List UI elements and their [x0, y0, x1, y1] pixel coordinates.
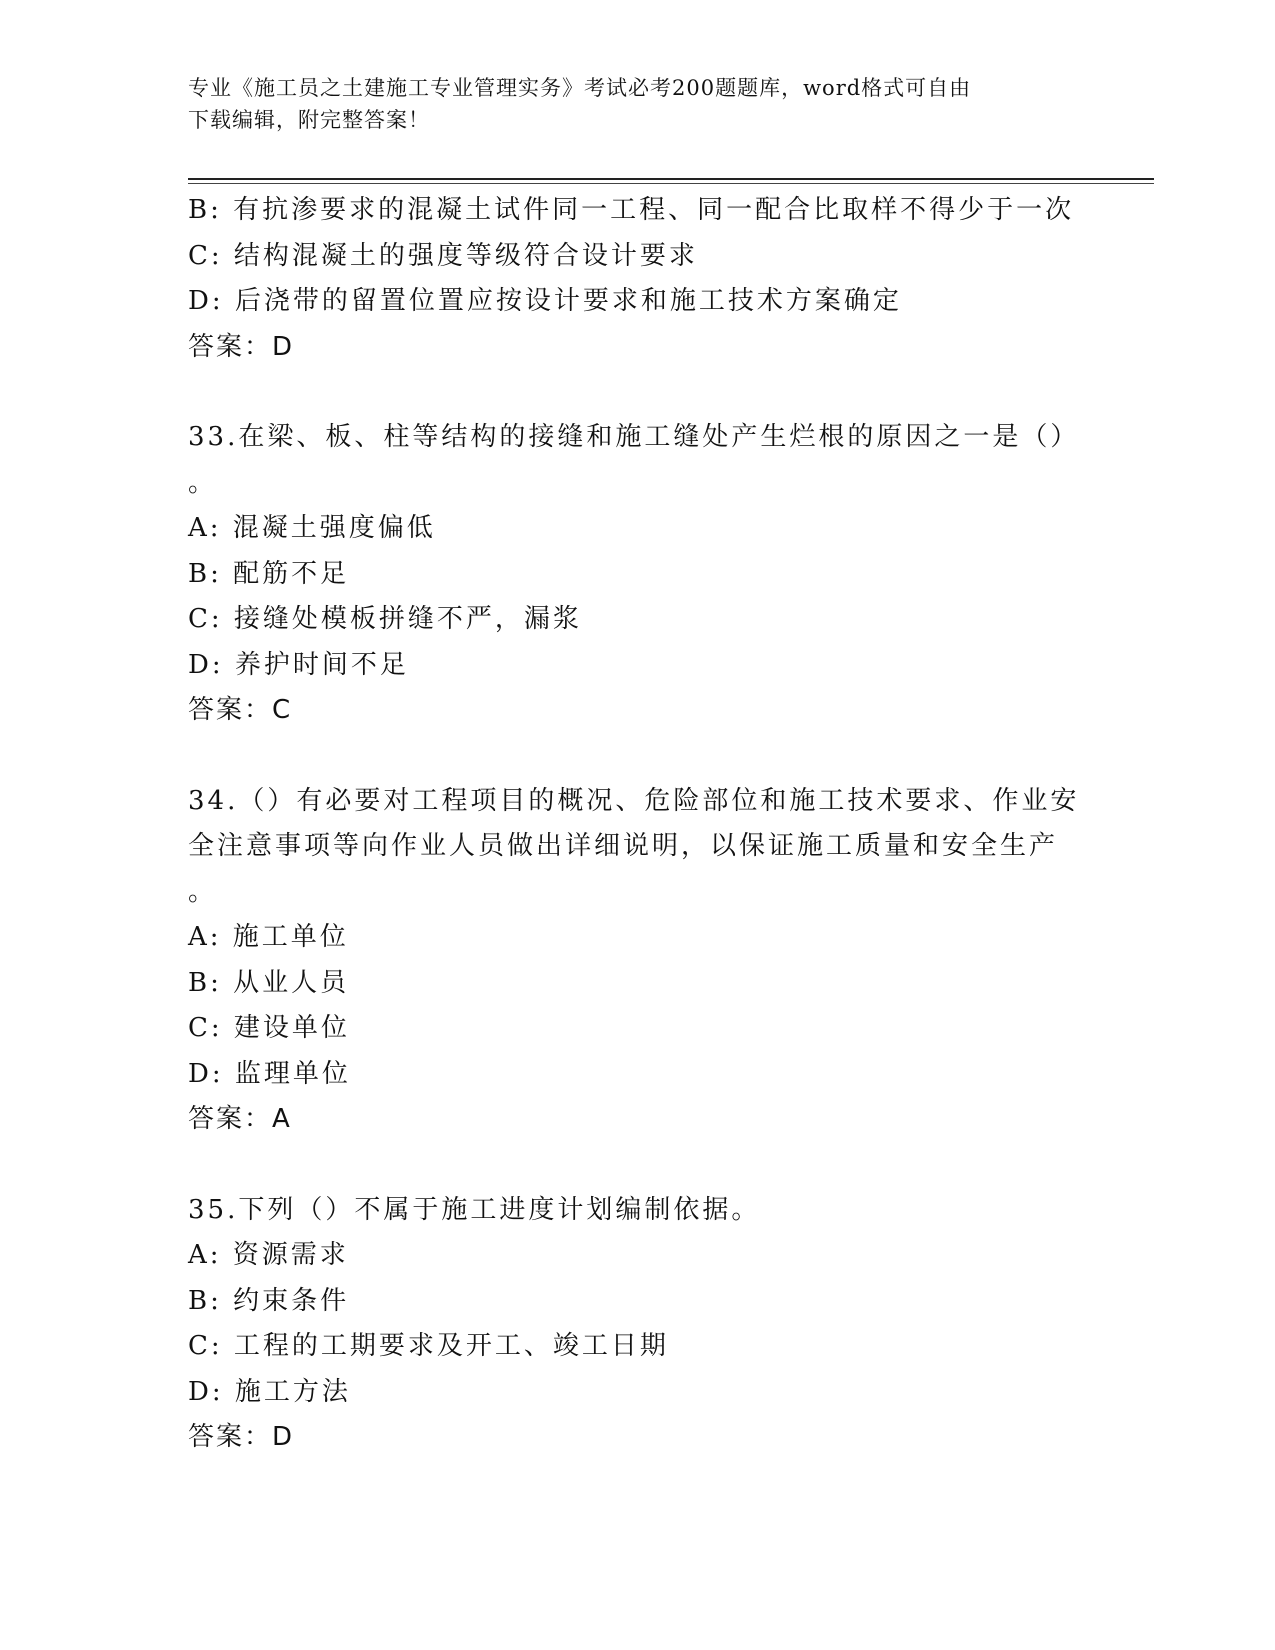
header-line-1: 专业《施工员之土建施工专业管理实务》考试必考200题题库，word格式可自由 [188, 76, 972, 100]
question-text-continued: 。 [188, 467, 218, 498]
option-b: B: 配筋不足 [188, 558, 350, 589]
answer-label: 答案：C [188, 695, 293, 725]
question-block-35 [188, 1188, 1088, 1461]
option-c: C: 接缝处模板拼缝不严，漏浆 [188, 604, 582, 634]
option-d: D: 后浇带的留置位置应按设计要求和施工技术方案确定 [188, 286, 902, 316]
spacer [188, 734, 1088, 779]
header-divider-thin [188, 183, 1154, 184]
document-header [188, 72, 1068, 136]
option-a: A: 资源需求 [188, 1240, 349, 1270]
option-a: A: 混凝土强度偏低 [188, 513, 436, 543]
option-b: B: 约束条件 [188, 1285, 350, 1316]
header-divider-thick [188, 178, 1154, 180]
question-text: 35.下列（）不属于施工进度计划编制依据。 [188, 1194, 761, 1225]
option-d: D: 施工方法 [188, 1376, 351, 1407]
answer-label: 答案：D [188, 1422, 295, 1452]
question-block-prev [188, 188, 1088, 370]
option-d: D: 养护时间不足 [188, 649, 409, 680]
question-text-continued: 。 [188, 876, 218, 907]
answer-label: 答案：A [188, 1104, 292, 1134]
header-line-2: 下载编辑，附完整答案！ [188, 108, 430, 132]
question-text: 33.在梁、板、柱等结构的接缝和施工缝处产生烂根的原因之一是（） [188, 422, 1080, 452]
option-c: C: 结构混凝土的强度等级符合设计要求 [188, 240, 698, 271]
answer-label: 答案：D [188, 331, 295, 362]
question-block-33 [188, 415, 1088, 734]
spacer [188, 370, 1088, 415]
question-text-continued: 全注意事项等向作业人员做出详细说明，以保证施工质量和安全生产 [188, 831, 1059, 861]
spacer [188, 1143, 1088, 1188]
option-d: D: 监理单位 [188, 1058, 351, 1089]
option-a: A: 施工单位 [188, 922, 349, 952]
question-block-34 [188, 779, 1088, 1143]
question-text: 34.（）有必要对工程项目的概况、危险部位和施工技术要求、作业安 [188, 785, 1080, 816]
question-list [188, 188, 1088, 1461]
option-c: C: 建设单位 [188, 1013, 350, 1043]
option-b: B: 从业人员 [188, 967, 350, 998]
option-b: B: 有抗渗要求的混凝土试件同一工程、同一配合比取样不得少于一次 [188, 195, 1075, 225]
option-c: C: 工程的工期要求及开工、竣工日期 [188, 1331, 669, 1361]
